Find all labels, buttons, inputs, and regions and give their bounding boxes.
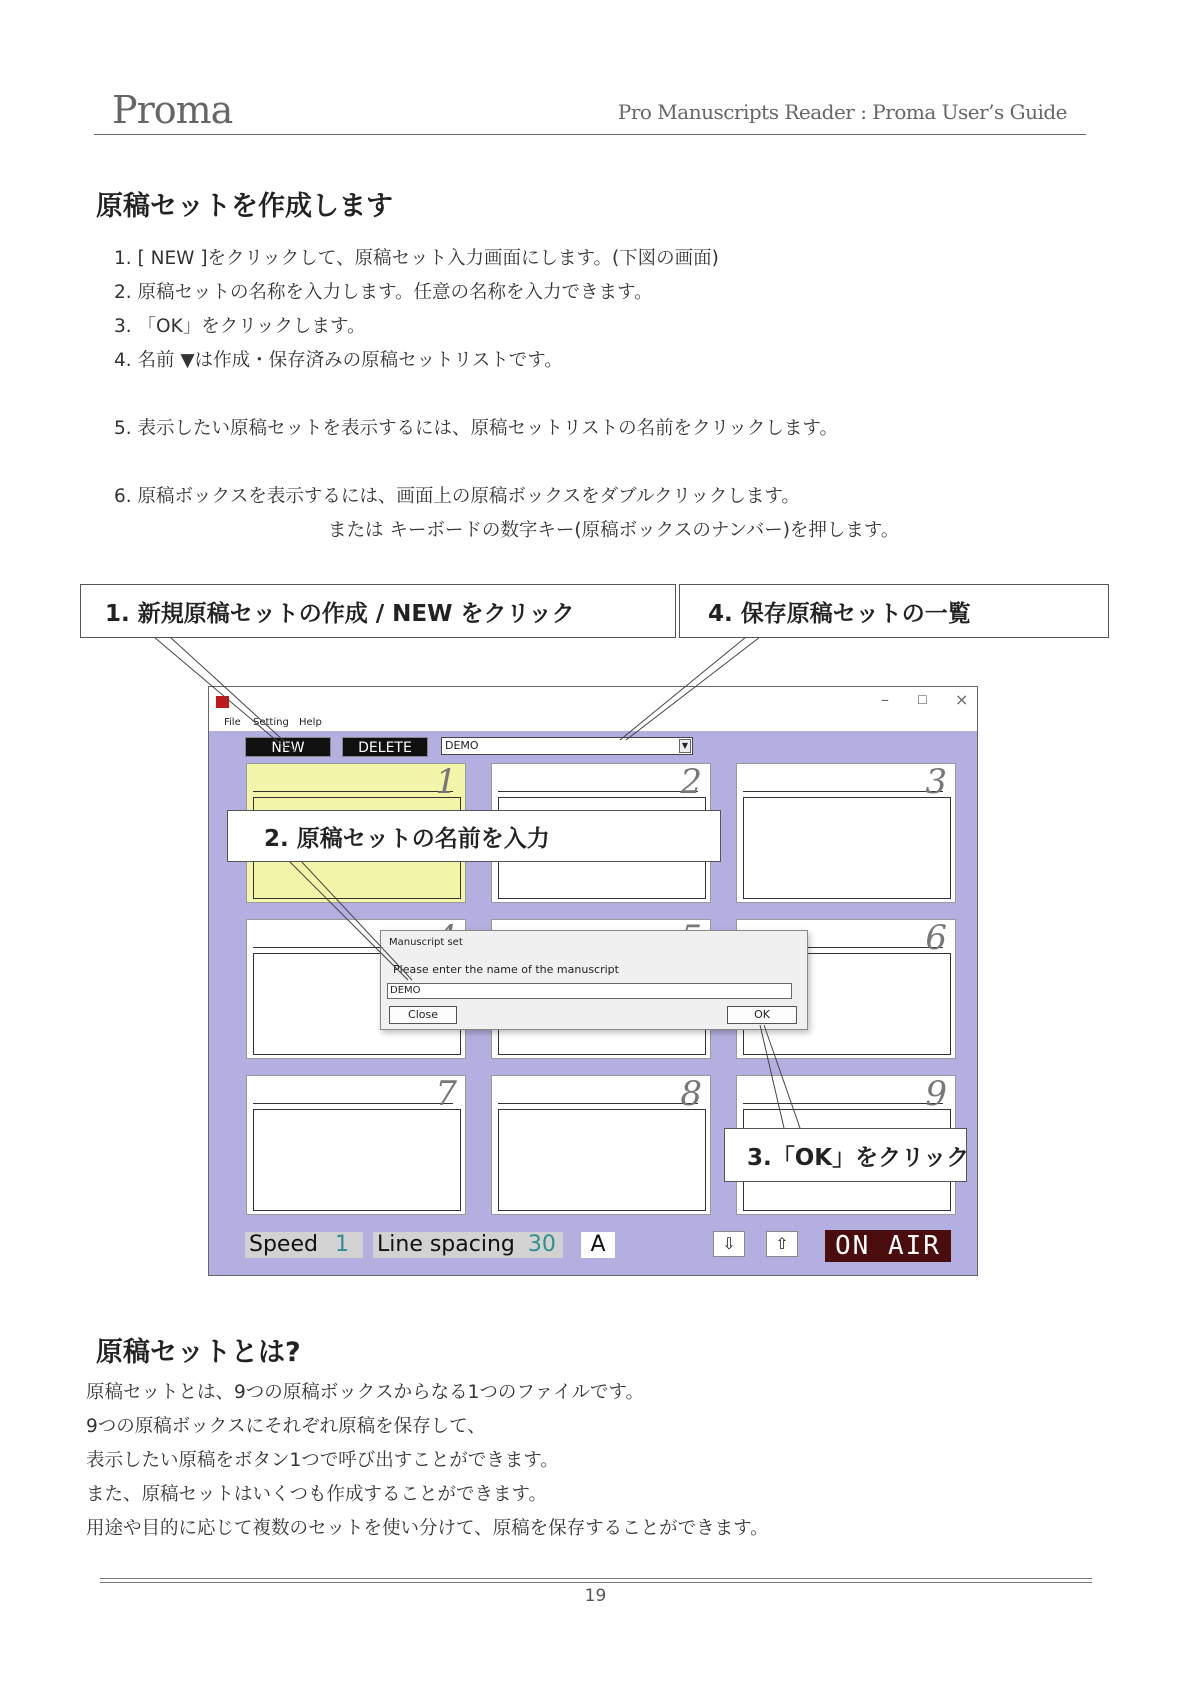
box-number: 7: [435, 1074, 457, 1114]
step-3: 3. 「OK」をクリックします。: [114, 316, 366, 337]
box-number: 2: [680, 762, 702, 802]
box-number: 8: [680, 1074, 702, 1114]
callout-new: 1. 新規原稿セットの作成 / NEW をクリック: [80, 584, 676, 638]
step-2: 2. 原稿セットの名称を入力します。任意の名称を入力できます。: [114, 282, 653, 303]
import-icon[interactable]: ⇩: [713, 1231, 745, 1257]
paragraph-line: 表示したい原稿をボタン1つで呼び出すことができます。: [86, 1450, 559, 1471]
manuscript-name-input[interactable]: DEMO: [387, 983, 792, 999]
dialog-ok-button[interactable]: OK: [727, 1006, 797, 1024]
menu-file[interactable]: File: [224, 717, 241, 728]
callout-saved-list: 4. 保存原稿セットの一覧: [679, 584, 1109, 638]
speed-label: Speed: [249, 1232, 318, 1257]
page-number: 19: [584, 1586, 607, 1606]
new-button[interactable]: NEW: [245, 737, 331, 757]
minimize-icon[interactable]: –: [881, 690, 889, 709]
font-button[interactable]: A: [581, 1232, 615, 1258]
dialog-title: Manuscript set: [389, 937, 463, 948]
box-number: 3: [925, 762, 947, 802]
section-heading-what-is: 原稿セットとは?: [96, 1337, 301, 1368]
box-number: 6: [925, 918, 947, 958]
box-number: 1: [435, 762, 457, 802]
line-spacing-value: 30: [527, 1232, 556, 1257]
delete-button[interactable]: DELETE: [342, 737, 428, 757]
close-icon[interactable]: ×: [955, 690, 969, 709]
maximize-icon[interactable]: ☐: [917, 693, 928, 707]
chevron-down-icon[interactable]: ▼: [679, 739, 691, 753]
callout-enter-name: 2. 原稿セットの名前を入力: [227, 810, 721, 862]
export-icon[interactable]: ⇧: [766, 1231, 798, 1257]
step-1: 1. [ NEW ]をクリックして、原稿セット入力画面にします。(下図の画面): [114, 248, 719, 269]
step-6: 6. 原稿ボックスを表示するには、画面上の原稿ボックスをダブルクリックします。: [114, 486, 800, 507]
brand-logo: Proma: [112, 88, 233, 132]
box-number: 9: [925, 1074, 947, 1114]
footer-rule: [100, 1578, 1092, 1579]
paragraph-line: また、原稿セットはいくつも作成することができます。: [86, 1484, 548, 1505]
callout-click-ok: 3.「OK」をクリック: [724, 1128, 967, 1182]
step-4: 4. 名前 ▼は作成・保存済みの原稿セットリストです。: [114, 350, 563, 371]
menu-setting[interactable]: Setting: [253, 717, 289, 728]
step-6-alt: または キーボードの数字キー(原稿ボックスのナンバー)を押します。: [328, 520, 900, 541]
section-heading-create: 原稿セットを作成します: [96, 191, 393, 222]
footer-rule: [100, 1582, 1092, 1583]
menu-help[interactable]: Help: [299, 717, 322, 728]
on-air-button[interactable]: ON AIR: [825, 1230, 951, 1262]
dialog-prompt: Please enter the name of the manuscript: [393, 963, 619, 976]
manuscript-set-value: DEMO: [445, 739, 479, 752]
dialog-close-button[interactable]: Close: [389, 1006, 457, 1024]
guide-title: Pro Manuscripts Reader : Proma User’s Guide: [617, 100, 1067, 124]
paragraph-line: 9つの原稿ボックスにそれぞれ原稿を保存して、: [86, 1416, 486, 1437]
paragraph-line: 用途や目的に応じて複数のセットを使い分けて、原稿を保存することができます。: [86, 1518, 769, 1539]
step-5: 5. 表示したい原稿セットを表示するには、原稿セットリストの名前をクリックします。: [114, 418, 838, 439]
line-spacing-label: Line spacing: [377, 1232, 515, 1257]
paragraph-line: 原稿セットとは、9つの原稿ボックスからなる1つのファイルです。: [86, 1382, 645, 1403]
speed-value: 1: [334, 1232, 349, 1257]
